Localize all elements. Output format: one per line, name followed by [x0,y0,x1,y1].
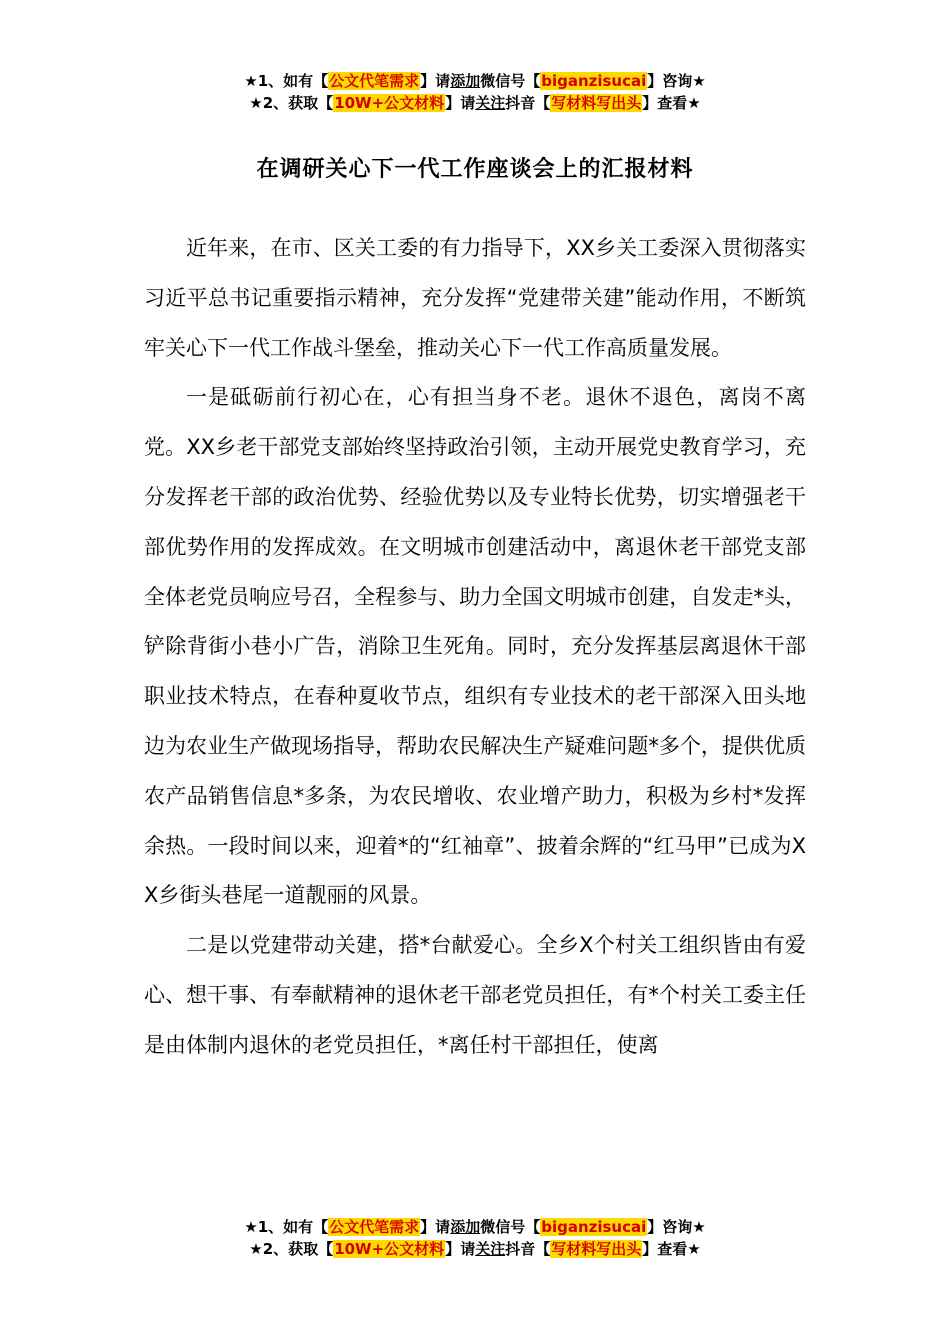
header-line1-prefix: ★1、如有【 [244,72,329,90]
header-banner-line-2 [0,92,950,114]
header-line2-middle: 】请 [445,94,476,112]
footer-line1-highlight-wechat-id: biganzisucai [541,1218,647,1236]
header-line1-underlined: 添加 [450,72,481,90]
header-banner-line-1 [0,70,950,92]
header-banner [0,70,950,114]
footer-line1-suffix: 】咨询★ [647,1218,706,1236]
header-line1-middle-2: 微信号【 [480,72,541,90]
footer-line2-middle-2: 抖音【 [505,1240,551,1258]
footer-banner [0,1216,950,1260]
header-line2-middle-2: 抖音【 [505,94,551,112]
header-line2-highlight-materials: 10W+公文材料 [334,94,445,112]
document-body [144,224,806,1071]
footer-banner-line-2 [0,1238,950,1260]
header-line1-suffix: 】咨询★ [647,72,706,90]
header-line2-highlight-douyin: 写材料写出头 [551,94,642,112]
footer-line1-highlight-service: 公文代笔需求 [329,1218,420,1236]
footer-line2-highlight-douyin: 写材料写出头 [551,1240,642,1258]
header-line2-underlined: 关注 [475,94,506,112]
footer-line2-highlight-materials: 10W+公文材料 [334,1240,445,1258]
footer-line1-middle: 】请 [420,1218,451,1236]
header-line2-prefix: ★2、获取【 [249,94,334,112]
footer-line1-middle-2: 微信号【 [480,1218,541,1236]
header-line1-highlight-wechat-id: biganzisucai [541,72,647,90]
header-line2-suffix: 】查看★ [642,94,701,112]
paragraph-point-one: 一是砥砺前行初心在，心有担当身不老。退休不退色，离岗不离党。XX乡老干部党支部始终坚持政治引领，主动开展党史教育学习，充分发挥老干部的政治优势、经验优势以及专业特长优势，切实增强老干部优势作用的发挥成效。在文明城市创建活动中，离退休老干部党支部全体老党员响应号召，全程参与、助力全国文明城市创建，自发走*头，铲除背街小巷小广告，消除卫生死角。同时，充分发挥基层离退休干部职业技术特点，在春种夏收节点，组织有专业技术的老干部深入田头地边为农业生产做现场指导，帮助农民解决生产疑难问题*多个，提供优质农产品销售信息*多条，为农民增收、农业增产助力，积极为乡村*发挥余热。一段时间以来，迎着*的“红袖章”、披着余辉的“红马甲”已成为XX乡街头巷尾一道靓丽的风景。 [144,385,806,908]
footer-line2-suffix: 】查看★ [642,1240,701,1258]
footer-line2-middle: 】请 [445,1240,476,1258]
footer-line2-underlined: 关注 [475,1240,506,1258]
footer-line1-prefix: ★1、如有【 [244,1218,329,1236]
paragraph-point-two: 二是以党建带动关建，搭*台献爱心。全乡X个村关工组织皆由有爱心、想干事、有奉献精神的退休老干部老党员担任，有*个村关工委主任是由体制内退休的老党员担任，*离任村干部担任，使离 [144,933,806,1057]
footer-banner-line-1 [0,1216,950,1238]
header-line1-highlight-service: 公文代笔需求 [329,72,420,90]
document-title: 在调研关心下一代工作座谈会上的汇报材料 [256,157,694,182]
footer-line1-underlined: 添加 [450,1218,481,1236]
header-line1-middle: 】请 [420,72,451,90]
paragraph-intro: 近年来，在市、区关工委的有力指导下，XX乡关工委深入贯彻落实习近平总书记重要指示精神，充分发挥“党建带关建”能动作用，不断筑牢关心下一代工作战斗堡垒，推动关心下一代工作高质量发展。 [144,236,806,360]
footer-line2-prefix: ★2、获取【 [249,1240,334,1258]
